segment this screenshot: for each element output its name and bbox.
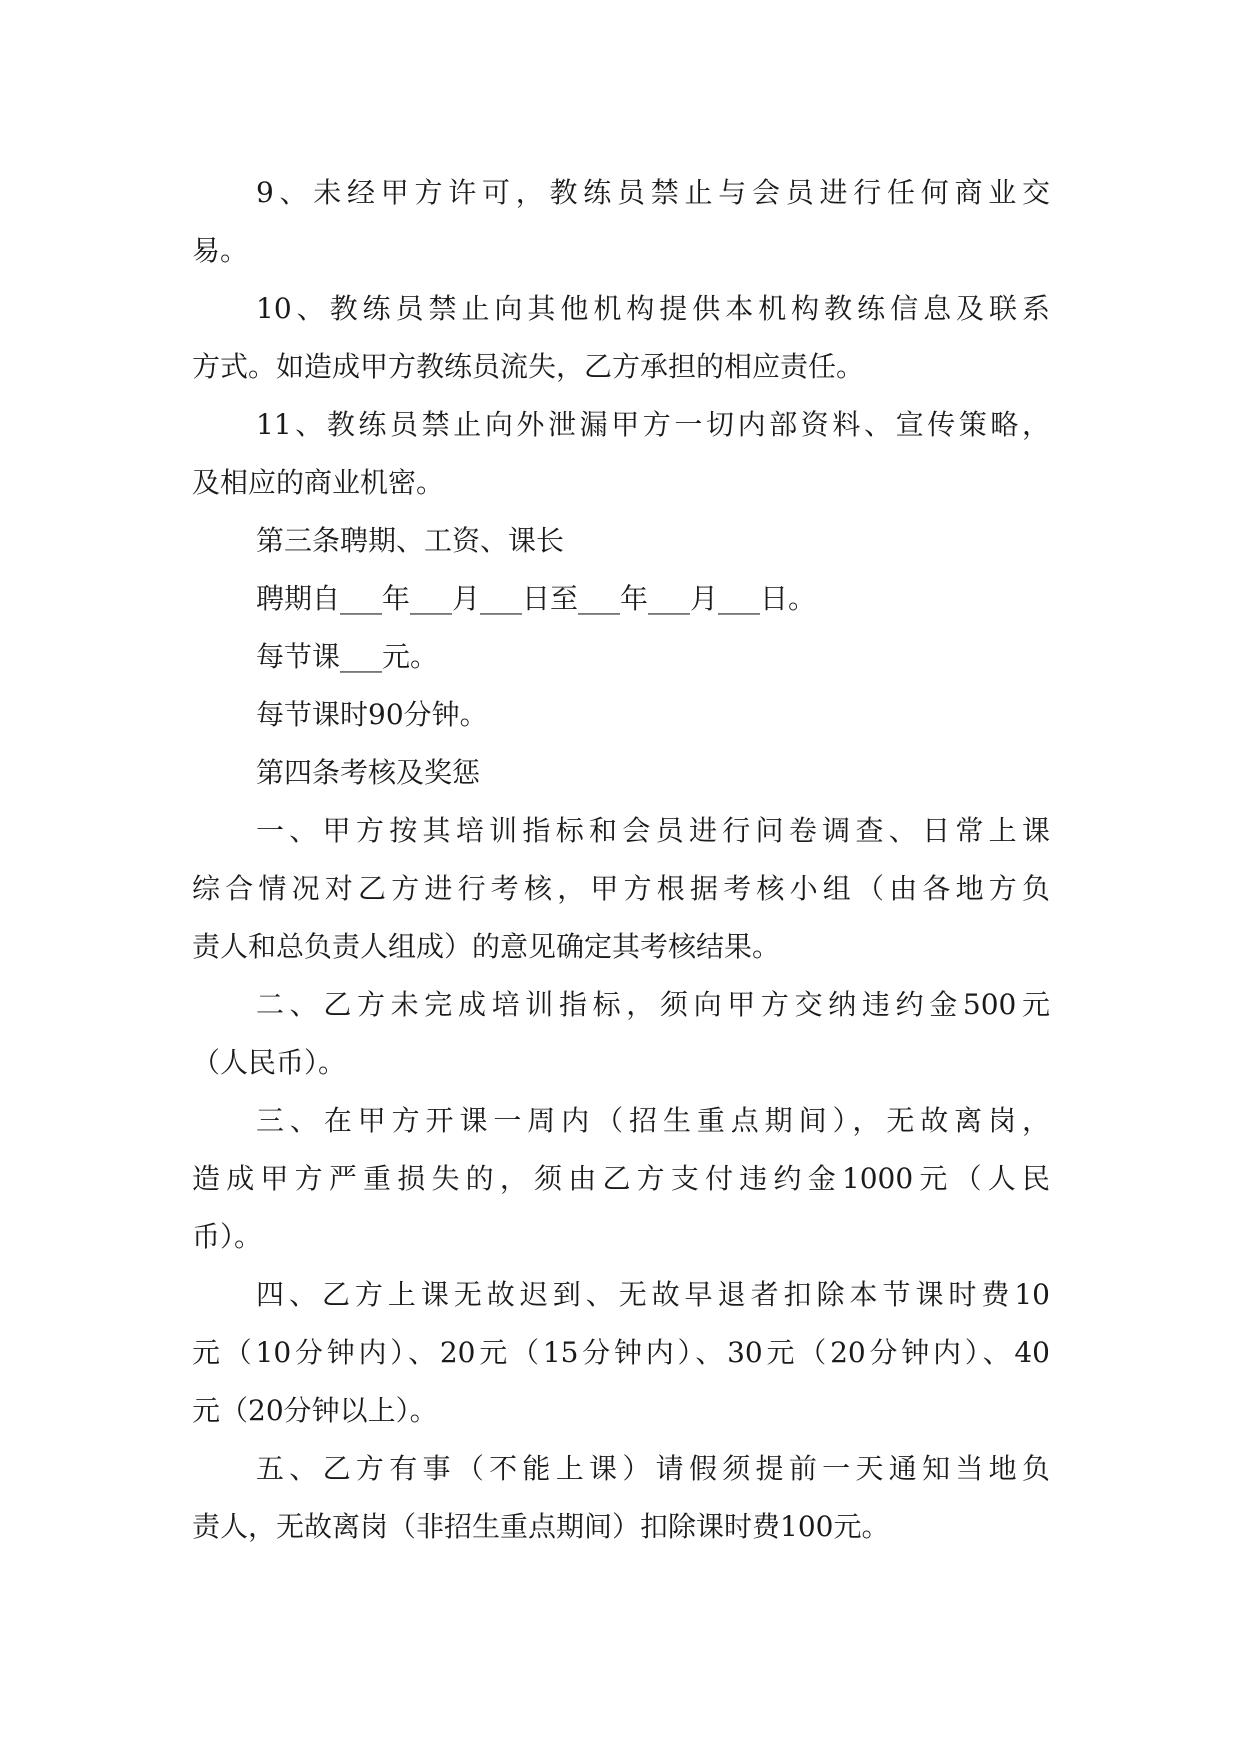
- text-line: 及相应的商业机密。: [192, 466, 445, 499]
- text-line: 责人和总负责人组成）的意见确定其考核结果。: [192, 930, 781, 963]
- text-line: 9、未经甲方许可，教练员禁止与会员进行任何商业交: [256, 176, 1050, 209]
- text-line: 综合情况对乙方进行考核，甲方根据考核小组（由各地方负: [192, 872, 1050, 905]
- text-line: 五、乙方有事（不能上课）请假须提前一天通知当地负: [256, 1452, 1050, 1485]
- text-line: 责人，无故离岗（非招生重点期间）扣除课时费100元。: [192, 1510, 890, 1543]
- text-line: 二、乙方未完成培训指标，须向甲方交纳违约金500元: [256, 988, 1050, 1021]
- text-line: 易。: [192, 234, 249, 267]
- text-line: 10、教练员禁止向其他机构提供本机构教练信息及联系: [256, 292, 1050, 325]
- text-line: 每节课___元。: [256, 640, 439, 673]
- section-heading: 第四条考核及奖惩: [256, 756, 481, 789]
- document-page: [192, 164, 1050, 1556]
- text-line: 元（20分钟以上）。: [192, 1394, 438, 1427]
- text-line: 元（10分钟内）、20元（15分钟内）、30元（20分钟内）、40: [192, 1336, 1050, 1369]
- text-line: 一、甲方按其培训指标和会员进行问卷调查、日常上课: [256, 814, 1050, 847]
- text-line: 聘期自___年___月___日至___年___月___日。: [256, 582, 817, 615]
- text-line: 每节课时90分钟。: [256, 698, 488, 731]
- text-line: 方式。如造成甲方教练员流失，乙方承担的相应责任。: [192, 350, 865, 383]
- section-heading: 第三条聘期、工资、课长: [256, 524, 565, 557]
- text-line: （人民币）。: [192, 1046, 347, 1079]
- text-line: 11、教练员禁止向外泄漏甲方一切内部资料、宣传策略，: [256, 408, 1050, 441]
- text-line: 币）。: [192, 1220, 263, 1253]
- text-line: 造成甲方严重损失的，须由乙方支付违约金1000元（人民: [192, 1162, 1050, 1195]
- text-line: 四、乙方上课无故迟到、无故早退者扣除本节课时费10: [256, 1278, 1050, 1311]
- text-line: 三、在甲方开课一周内（招生重点期间），无故离岗，: [256, 1104, 1050, 1137]
